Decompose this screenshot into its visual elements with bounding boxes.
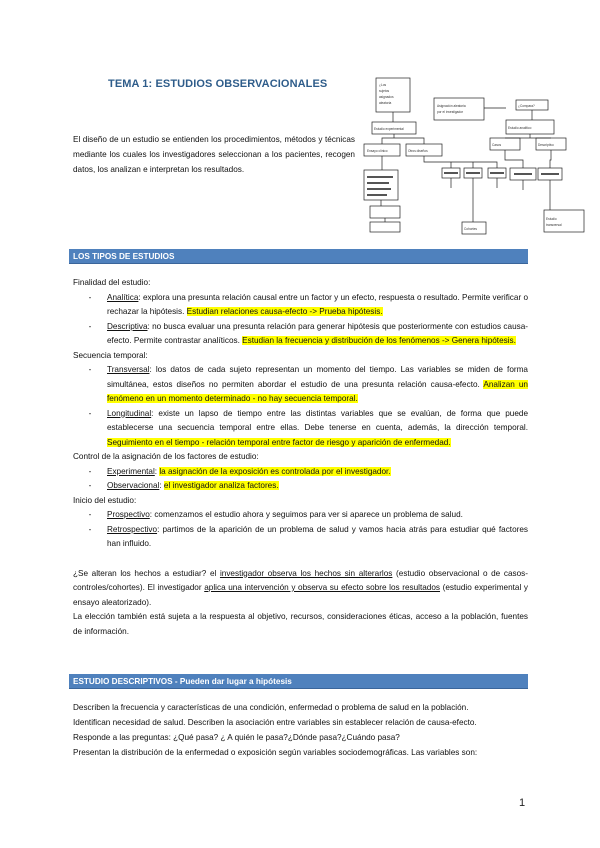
highlight-experimental: la asignación de la exposición es controlada por el investigador. (159, 466, 391, 476)
svg-text:Ensayo clínico: Ensayo clínico (367, 149, 388, 153)
svg-text:Estudio: Estudio (546, 217, 557, 221)
desc-line: Describen la frecuencia y características de una condición, enfermedad o problema de salud en la población. (73, 703, 469, 712)
list-item-retrospectivo (73, 523, 528, 552)
text-prospectivo: : comenzamos el estudio ahora y seguimos para ver si aparece un problema de salud. (149, 510, 463, 519)
svg-text:Descriptivo: Descriptivo (538, 143, 554, 147)
paragraph-alteracion-hechos: ¿Se alteran los hechos a estudiar? el investigador observa los hechos sin alterarlos (estudio observacional o de casos- controles/cohortes). El investigador aplica una intervención y observa su efecto sobre los resultados (estudio experimental y ensayo aleatorizado). (73, 568, 529, 607)
text-observacional: : (159, 481, 164, 490)
highlight-analitica: Estudian relaciones causa-efecto -> Prueba hipótesis. (186, 307, 383, 316)
svg-text:Estudio experimental: Estudio experimental (374, 127, 404, 131)
svg-text:aleatoria: aleatoria (379, 101, 392, 105)
bullet-dash: - (88, 292, 92, 302)
text-descriptiva: : no busca evaluar una presunta relación para generar hipótesis que posteriormente con estudios causa-efecto. Permite contrastar analíticos. (107, 321, 528, 345)
svg-text:Casos: Casos (492, 143, 502, 147)
section-heading-descriptivos: ESTUDIO DESCRIPTIVOS - Pueden dar lugar a hipótesis (69, 674, 528, 689)
list-item-transversal (73, 363, 528, 407)
highlight-descriptiva: Estudian la frecuencia y distribución de los fenómenos -> Genera hipótesis. (242, 336, 516, 345)
bullet-dash: - (88, 408, 92, 418)
term-retrospectivo: Retrospectivo (107, 524, 158, 534)
control-label: Control de la asignación de los factores de estudio: (73, 452, 259, 461)
section-heading-tipos: LOS TIPOS DE ESTUDIOS (69, 249, 528, 264)
term-experimental: Experimental (107, 466, 155, 476)
bullet-dash: - (88, 524, 92, 534)
bullet-dash: - (88, 321, 92, 331)
term-prospectivo: Prospectivo (107, 510, 150, 519)
list-item-descriptiva (73, 320, 528, 349)
page-title: TEMA 1: ESTUDIOS OBSERVACIONALES (108, 78, 328, 90)
text-retrospectivo: : partimos de la aparición de un problema de salud y vamos hacia atrás para estudiar qué factores han influido. (107, 524, 528, 548)
section-tipos-body (73, 276, 528, 639)
inicio-label: Inicio del estudio: (73, 495, 137, 505)
text-experimental: : (154, 466, 160, 476)
text-longitudinal: : existe un lapso de tiempo entre las distintas variables que se evalúan, de forma que puede establecerse una secuencia temporal entre ellas. Debe tenerse en cuenta, además, la dirección temporal. (107, 408, 528, 432)
intro-paragraph: El diseño de un estudio se entienden los procedimientos, métodos y técnicas mediante los cuales los investigadores seleccionan a los pacientes, recogen datos, los analizan e interpretan los resultados. (73, 135, 355, 174)
bullet-dash: - (88, 510, 92, 519)
bullet-dash: - (88, 466, 92, 476)
finalidad-label: Finalidad del estudio: (73, 278, 151, 287)
text-analitica: : explora una presunta relación causal entre un factor y un efecto, respuesta o resultado. Permite verificar o rechazar la hipótesis. (107, 292, 528, 316)
secuencia-label: Secuencia temporal: (73, 350, 148, 360)
list-item-prospectivo (73, 508, 528, 523)
section-descriptivos-body (73, 700, 528, 760)
list-item-experimental (73, 465, 528, 480)
desc-line: Presentan la distribución de la enfermedad o exposición según variables sociodemográficas. Las variables son: (73, 748, 478, 757)
underline-intervencion: aplica una intervención y observa su efecto sobre los resultados (204, 583, 441, 592)
svg-text:asignados: asignados (379, 95, 394, 99)
bullet-dash: - (88, 365, 92, 374)
study-design-flowchart-image (360, 72, 592, 244)
highlight-transversal: Analizan un fenómeno en un momento determinado - no hay secuencia temporal. (107, 379, 528, 403)
svg-text:Otros diseños: Otros diseños (408, 149, 428, 153)
term-longitudinal: Longitudinal (107, 408, 152, 418)
term-observacional: Observacional (107, 481, 160, 490)
term-descriptiva: Descriptiva (107, 321, 148, 331)
text-transversal: : los datos de cada sujeto representan un momento del tiempo. Las variables se miden de forma simultánea, estos diseños no permiten abordar el estudio de una presunta relación causa-efecto. (107, 365, 528, 389)
paragraph-eleccion: La elección también está sujeta a la respuesta al objetivo, recursos, consideraciones éticas, acceso a la población, fuentes de información. (73, 612, 528, 636)
svg-text:Estudio analítico: Estudio analítico (508, 126, 532, 130)
term-transversal: Transversal (107, 365, 150, 374)
list-item-analitica (73, 291, 528, 320)
bullet-dash: - (88, 481, 92, 490)
list-item-observacional (73, 479, 528, 494)
desc-line: Responde a las preguntas: ¿Qué pasa? ¿ A quién le pasa?¿Dónde pasa?¿Cuándo pasa? (73, 733, 400, 742)
svg-text:sujetos: sujetos (379, 89, 390, 93)
svg-text:por el investigador: por el investigador (437, 110, 464, 114)
highlight-observacional: el investigador analiza factores. (163, 481, 279, 490)
highlight-longitudinal: Seguimiento en el tiempo - relación temporal entre factor de riesgo y aparición de enfermedad. (107, 437, 451, 447)
list-item-longitudinal (73, 407, 528, 451)
svg-text:¿Los: ¿Los (379, 83, 387, 87)
term-analitica: Analítica (107, 292, 139, 302)
svg-text:¿Compara?: ¿Compara? (518, 104, 535, 108)
svg-text:transversal: transversal (546, 223, 562, 227)
underline-observa: investigador observa los hechos sin alterarlos (219, 568, 393, 578)
svg-text:Cohortes: Cohortes (464, 227, 477, 231)
page-number: 1 (519, 797, 526, 809)
desc-line: Identifican necesidad de salud. Describen la asociación entre variables sin establecer relación de causa-efecto. (73, 718, 477, 727)
svg-text:Asignación aleatoria: Asignación aleatoria (437, 104, 466, 108)
